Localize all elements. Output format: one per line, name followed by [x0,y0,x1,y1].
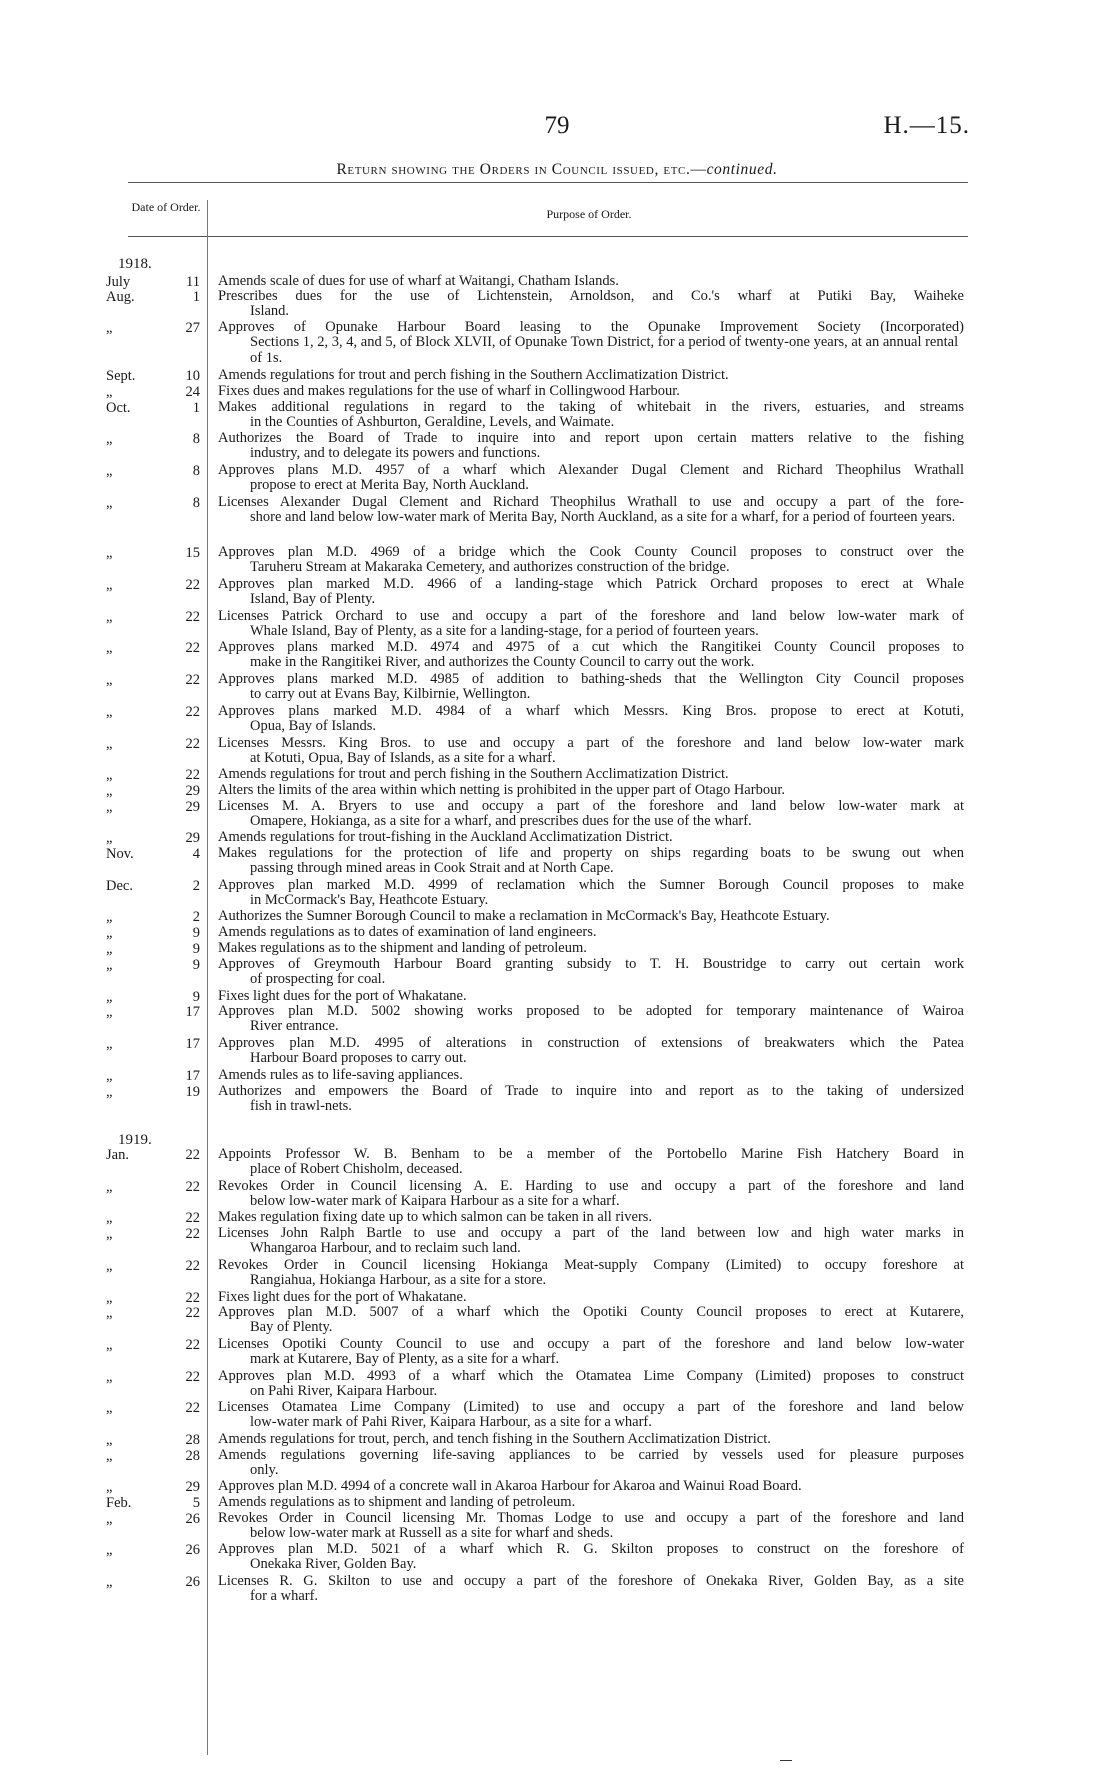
order-month: „ [106,1574,113,1590]
order-purpose [218,577,964,608]
order-month: Feb. [106,1495,132,1511]
order-month: „ [106,577,113,593]
order-month: „ [106,1258,113,1274]
order-month: „ [106,925,113,941]
document-reference: H.—15. [883,112,970,139]
order-purpose-continuation: for a wharf. [250,1588,319,1605]
order-day: 9 [192,957,200,973]
order-purpose [218,609,964,640]
column-divider [207,200,208,1755]
top-rule [128,182,968,183]
order-month: „ [106,545,113,561]
order-purpose-line: Fixes light dues for the port of Whakatane. [218,1289,467,1305]
order-month: „ [106,909,113,925]
year-label: 1918. [118,256,152,272]
order-purpose-line: Authorizes and empowers the Board of Trade to inquire into and report as to the taking of undersized [218,1083,964,1099]
order-purpose-continuation: make in the Rangitikei River, and authorizes the County Council to carry out the work. [250,654,755,671]
order-purpose-line: Amends regulations for trout and perch fishing in the Southern Acclimatization District. [218,367,729,383]
order-purpose-line: Authorizes the Sumner Borough Council to make a reclamation in McCormack's Bay, Heathcote Estuary. [218,908,830,924]
order-purpose-continuation: Onekaka River, Golden Bay. [250,1556,417,1573]
order-purpose-line: Amends regulations governing life-saving appliances to be carried by vessels used for pleasure purposes [218,1447,964,1463]
column-header-purpose: Purpose of Order. [546,207,632,221]
order-month: „ [106,672,113,688]
order-month: „ [106,799,113,815]
order-purpose-line: Licenses Alexander Dugal Clement and Richard Theophilus Wrathall to use and occupy a part of the fore- [218,494,964,510]
order-purpose-line: Fixes dues and makes regulations for the use of wharf in Collingwood Harbour. [218,383,680,399]
order-purpose [218,941,964,956]
order-purpose-continuation: shore and land below low-water mark of Merita Bay, North Auckland, as a site for a wharf, for a period of fourteen years. [250,509,956,526]
order-purpose [218,878,964,909]
order-purpose-line: Amends scale of dues for use of wharf at Waitangi, Chatham Islands. [218,273,619,289]
order-month: „ [106,1004,113,1020]
order-purpose-continuation: to carry out at Evans Bay, Kilbirnie, Wellington. [250,686,531,703]
order-day: 28 [185,1448,200,1464]
order-month: „ [106,609,113,625]
order-purpose-continuation: Whale Island, Bay of Plenty, as a site for a landing-stage, for a period of fourteen years. [250,623,759,640]
order-purpose [218,1337,964,1368]
order-purpose-continuation: below low-water mark at Russell as a site for wharf and sheds. [250,1525,614,1542]
order-month: July [106,274,131,290]
order-purpose-line: Approves plan M.D. 4969 of a bridge which the Cook County Council proposes to construct over the [218,544,964,560]
order-day: 22 [185,1400,200,1416]
order-purpose [218,1068,964,1083]
order-purpose-line: Approves plan M.D. 5007 of a wharf which the Opotiki County Council proposes to erect at Kutarere, [218,1304,964,1320]
order-purpose [218,1479,964,1494]
order-month: „ [106,1369,113,1385]
order-month: „ [106,1479,113,1495]
order-purpose-continuation: mark at Kutarere, Bay of Plenty, as a site for a wharf. [250,1351,560,1368]
page-mark [780,1760,792,1761]
order-month: „ [106,431,113,447]
order-month: „ [106,736,113,752]
order-purpose [218,1369,964,1400]
order-purpose [218,495,964,526]
order-day: 22 [185,1210,200,1226]
order-month: Aug. [106,289,135,305]
order-day: 29 [185,830,200,846]
order-day: 17 [185,1068,200,1084]
order-day: 22 [185,704,200,720]
order-purpose-line: Makes regulations for the protection of life and property on ships regarding boats to be swung out when [218,845,964,861]
order-purpose-line: Approves plan M.D. 5002 showing works proposed to be adopted for temporary maintenance of Wairoa [218,1003,964,1019]
order-month: „ [106,830,113,846]
order-purpose-line: Makes regulation fixing date up to which salmon can be taken in all rivers. [218,1209,653,1225]
order-purpose [218,909,964,924]
order-day: 9 [192,925,200,941]
order-month: „ [106,1084,113,1100]
order-day: 26 [185,1511,200,1527]
order-day: 5 [192,1495,200,1511]
order-day: 26 [185,1574,200,1590]
order-purpose-line: Approves plan M.D. 5021 of a wharf which R. G. Skilton proposes to construct on the foreshore of [218,1541,964,1557]
order-day: 27 [185,320,200,336]
order-day: 28 [185,1432,200,1448]
order-purpose [218,1448,964,1479]
order-day: 29 [185,1479,200,1495]
order-day: 4 [192,846,200,862]
order-month: „ [106,704,113,720]
order-month: Nov. [106,846,134,862]
order-day: 17 [185,1004,200,1020]
order-day: 22 [185,1305,200,1321]
order-purpose [218,830,964,845]
order-day: 22 [185,1369,200,1385]
order-purpose [218,1258,964,1289]
order-purpose [218,846,964,877]
order-purpose-line: Approves plans marked M.D. 4985 of addition to bathing-sheds that the Wellington City Council proposes [218,671,964,687]
order-month: Dec. [106,878,133,894]
order-day: 22 [185,1147,200,1163]
order-purpose-line: Licenses Patrick Orchard to use and occupy a part of the foreshore and land below low-water mark of [218,608,964,624]
order-purpose-line: Amends regulations for trout, perch, and tench fishing in the Southern Acclimatization District. [218,1431,771,1447]
title-main: Return showing the Orders in Council issued, etc.— [336,161,707,178]
order-month: „ [106,1179,113,1195]
order-month: Sept. [106,368,136,384]
order-purpose [218,672,964,703]
order-day: 9 [192,989,200,1005]
order-purpose-line: Prescribes dues for the use of Lichtenstein, Arnoldson, and Co.'s wharf at Putiki Bay, Waiheke [218,288,964,304]
title-continued: continued. [706,161,778,178]
order-day: 22 [185,1337,200,1353]
order-purpose [218,767,964,782]
order-purpose-line: Approves plan M.D. 4995 of alterations in construction of extensions of breakwaters which the Patea [218,1035,964,1051]
order-month: „ [106,1305,113,1321]
order-purpose-line: Licenses R. G. Skilton to use and occupy a part of the foreshore of Onekaka River, Golden Bay, as a site [218,1573,964,1589]
order-month: „ [106,1448,113,1464]
order-purpose-line: Licenses John Ralph Bartle to use and occupy a part of the land between low and high water marks in [218,1225,964,1241]
order-purpose-line: Authorizes the Board of Trade to inquire into and report upon certain matters relative to the fishing [218,430,964,446]
order-purpose [218,1495,964,1510]
order-day: 2 [192,878,200,894]
order-purpose-line: Licenses Messrs. King Bros. to use and occupy a part of the foreshore and land below low-water mark [218,735,964,751]
order-purpose-line: Makes regulations as to the shipment and landing of petroleum. [218,940,587,956]
order-day: 22 [185,577,200,593]
order-purpose-continuation: Sections 1, 2, 3, 4, and 5, of Block XLVII, of Opunake Town District, for a period of twenty-one years, at an annual rental of 1s. [250,334,959,366]
order-purpose-continuation: at Kotuti, Opua, Bay of Islands, as a site for a wharf. [250,750,556,767]
order-month: „ [106,957,113,973]
order-purpose-continuation: Island. [250,303,290,320]
order-purpose [218,1432,964,1447]
order-purpose-line: Revokes Order in Council licensing Hokianga Meat-supply Company (Limited) to occupy foreshore at [218,1257,964,1273]
order-month: „ [106,989,113,1005]
order-day: 22 [185,767,200,783]
order-purpose [218,1147,964,1178]
order-purpose [218,1036,964,1067]
order-month: „ [106,1337,113,1353]
order-day: 22 [185,672,200,688]
order-purpose-line: Amends regulations as to dates of examination of land engineers. [218,924,597,940]
order-month: „ [106,1036,113,1052]
order-purpose [218,957,964,988]
order-day: 26 [185,1542,200,1558]
order-day: 24 [185,384,200,400]
order-purpose-continuation: Harbour Board proposes to carry out. [250,1050,467,1067]
order-purpose-line: Approves plan marked M.D. 4999 of reclamation which the Sumner Borough Council proposes to make [218,877,964,893]
order-day: 22 [185,736,200,752]
order-purpose [218,640,964,671]
order-purpose [218,320,964,366]
order-purpose-continuation: place of Robert Chisholm, deceased. [250,1161,463,1178]
order-day: 9 [192,941,200,957]
order-purpose-line: Approves plans M.D. 4957 of a wharf which Alexander Dugal Clement and Richard Theophilus Wrathall [218,462,964,478]
order-purpose-continuation: Whangaroa Harbour, and to reclaim such land. [250,1240,521,1257]
page-title [0,161,1114,179]
order-purpose-line: Makes additional regulations in regard to the taking of whitebait in the rivers, estuaries, and streams [218,399,964,415]
year-label: 1919. [118,1132,152,1148]
order-purpose [218,1004,964,1035]
order-month: „ [106,1226,113,1242]
order-purpose-continuation: low-water mark of Pahi River, Kaipara Harbour, as a site for a wharf. [250,1414,652,1431]
order-purpose-line: Amends regulations for trout-fishing in the Auckland Acclimatization District. [218,829,673,845]
order-purpose [218,368,964,383]
order-purpose [218,783,964,798]
order-purpose-continuation: River entrance. [250,1018,339,1035]
order-purpose-continuation: Omapere, Hokianga, as a site for a wharf, and prescribes dues for the use of the wharf. [250,813,752,830]
order-purpose [218,704,964,735]
order-purpose-continuation: propose to erect at Merita Bay, North Auckland. [250,477,529,494]
order-month: „ [106,495,113,511]
order-purpose-line: Amends regulations as to shipment and landing of petroleum. [218,1494,576,1510]
order-purpose-continuation: in McCormack's Bay, Heathcote Estuary. [250,892,489,909]
order-purpose [218,431,964,462]
order-purpose-line: Approves of Greymouth Harbour Board granting subsidy to T. H. Boustridge to carry out certain work [218,956,964,972]
order-day: 22 [185,1179,200,1195]
order-month: „ [106,1400,113,1416]
order-purpose [218,1210,964,1225]
order-month: „ [106,1290,113,1306]
order-day: 19 [185,1084,200,1100]
order-purpose-continuation: on Pahi River, Kaipara Harbour. [250,1383,438,1400]
order-purpose-line: Approves plans marked M.D. 4974 and 4975 of a cut which the Rangitikei County Council proposes to [218,639,964,655]
order-month: „ [106,767,113,783]
order-month: „ [106,1511,113,1527]
order-purpose-line: Amends regulations for trout and perch fishing in the Southern Acclimatization District. [218,766,729,782]
order-month: „ [106,1432,113,1448]
order-day: 22 [185,640,200,656]
order-day: 8 [192,495,200,511]
order-month: „ [106,320,113,336]
order-purpose-continuation: passing through mined areas in Cook Strait and at North Cape. [250,860,614,877]
order-day: 29 [185,799,200,815]
order-purpose-line: Appoints Professor W. B. Benham to be a member of the Portobello Marine Fish Hatchery Board in [218,1146,964,1162]
column-header-date: Date of Order. [131,200,201,214]
order-purpose-line: Approves plans marked M.D. 4984 of a wharf which Messrs. King Bros. propose to erect at Kotuti, [218,703,964,719]
order-day: 1 [192,400,200,416]
order-purpose [218,1179,964,1210]
order-day: 22 [185,1290,200,1306]
order-day: 8 [192,431,200,447]
order-day: 8 [192,463,200,479]
order-purpose-continuation: in the Counties of Ashburton, Geraldine, Levels, and Waimate. [250,414,615,431]
order-purpose [218,1400,964,1431]
order-purpose [218,1305,964,1336]
order-purpose-line: Alters the limits of the area within which netting is prohibited in the upper part of Otago Harbour. [218,782,785,798]
header-rule [128,236,968,237]
order-purpose [218,1511,964,1542]
order-purpose-continuation: industry, and to delegate its powers and functions. [250,445,541,462]
order-month: „ [106,1210,113,1226]
order-purpose-continuation: below low-water mark of Kaipara Harbour as a site for a wharf. [250,1193,620,1210]
order-day: 1 [192,289,200,305]
order-month: Oct. [106,400,131,416]
order-purpose-line: Amends rules as to life-saving appliances. [218,1067,463,1083]
order-purpose [218,545,964,576]
page-number: 79 [544,112,570,139]
order-month: „ [106,941,113,957]
order-purpose [218,736,964,767]
order-purpose-line: Approves plan marked M.D. 4966 of a landing-stage which Patrick Orchard proposes to erect at Whale [218,576,964,592]
order-month: Jan. [106,1147,129,1163]
order-purpose [218,925,964,940]
order-purpose-continuation: fish in trawl-nets. [250,1098,352,1115]
order-purpose-continuation: Island, Bay of Plenty. [250,591,376,608]
order-month: „ [106,1542,113,1558]
order-purpose-line: Licenses Opotiki County Council to use and occupy a part of the foreshore and land below low-water [218,1336,964,1352]
order-purpose-line: Licenses M. A. Bryers to use and occupy a part of the foreshore and land below low-water mark at [218,798,964,814]
order-purpose [218,1542,964,1573]
order-month: „ [106,384,113,400]
order-purpose-line: Fixes light dues for the port of Whakatane. [218,988,467,1004]
order-month: „ [106,783,113,799]
order-purpose-line: Revokes Order in Council licensing A. E. Harding to use and occupy a part of the foreshore and land [218,1178,964,1194]
order-purpose-continuation: Bay of Plenty. [250,1319,333,1336]
order-purpose-line: Approves plan M.D. 4993 of a wharf which the Otamatea Lime Company (Limited) proposes to construct [218,1368,964,1384]
order-purpose [218,1226,964,1257]
order-purpose-continuation: of prospecting for coal. [250,971,386,988]
order-purpose [218,463,964,494]
order-day: 11 [186,274,200,290]
order-purpose [218,1574,964,1605]
order-day: 2 [192,909,200,925]
order-day: 29 [185,783,200,799]
order-month: „ [106,640,113,656]
order-day: 10 [185,368,200,384]
order-day: 22 [185,609,200,625]
order-purpose [218,799,964,830]
order-day: 15 [185,545,200,561]
order-purpose-line: Approves plan M.D. 4994 of a concrete wall in Akaroa Harbour for Akaroa and Wainui Road Board. [218,1478,802,1494]
order-purpose-line: Revokes Order in Council licensing Mr. Thomas Lodge to use and occupy a part of the foreshore and land [218,1510,964,1526]
order-purpose-continuation: Rangiahua, Hokianga Harbour, as a site for a store. [250,1272,547,1289]
order-purpose [218,1084,964,1115]
order-purpose [218,289,964,320]
order-purpose [218,384,964,399]
order-purpose [218,400,964,431]
order-purpose-continuation: Opua, Bay of Islands. [250,718,377,735]
order-month: „ [106,463,113,479]
order-month: „ [106,1068,113,1084]
order-purpose-line: Licenses Otamatea Lime Company (Limited) to use and occupy a part of the foreshore and land below [218,1399,964,1415]
order-day: 17 [185,1036,200,1052]
order-purpose-continuation: Taruheru Stream at Makaraka Cemetery, and authorizes construction of the bridge. [250,559,730,576]
order-purpose-continuation: only. [250,1462,279,1479]
order-day: 22 [185,1258,200,1274]
order-day: 22 [185,1226,200,1242]
order-purpose-line: Approves of Opunake Harbour Board leasing to the Opunake Improvement Society (Incorporated) [218,319,964,335]
